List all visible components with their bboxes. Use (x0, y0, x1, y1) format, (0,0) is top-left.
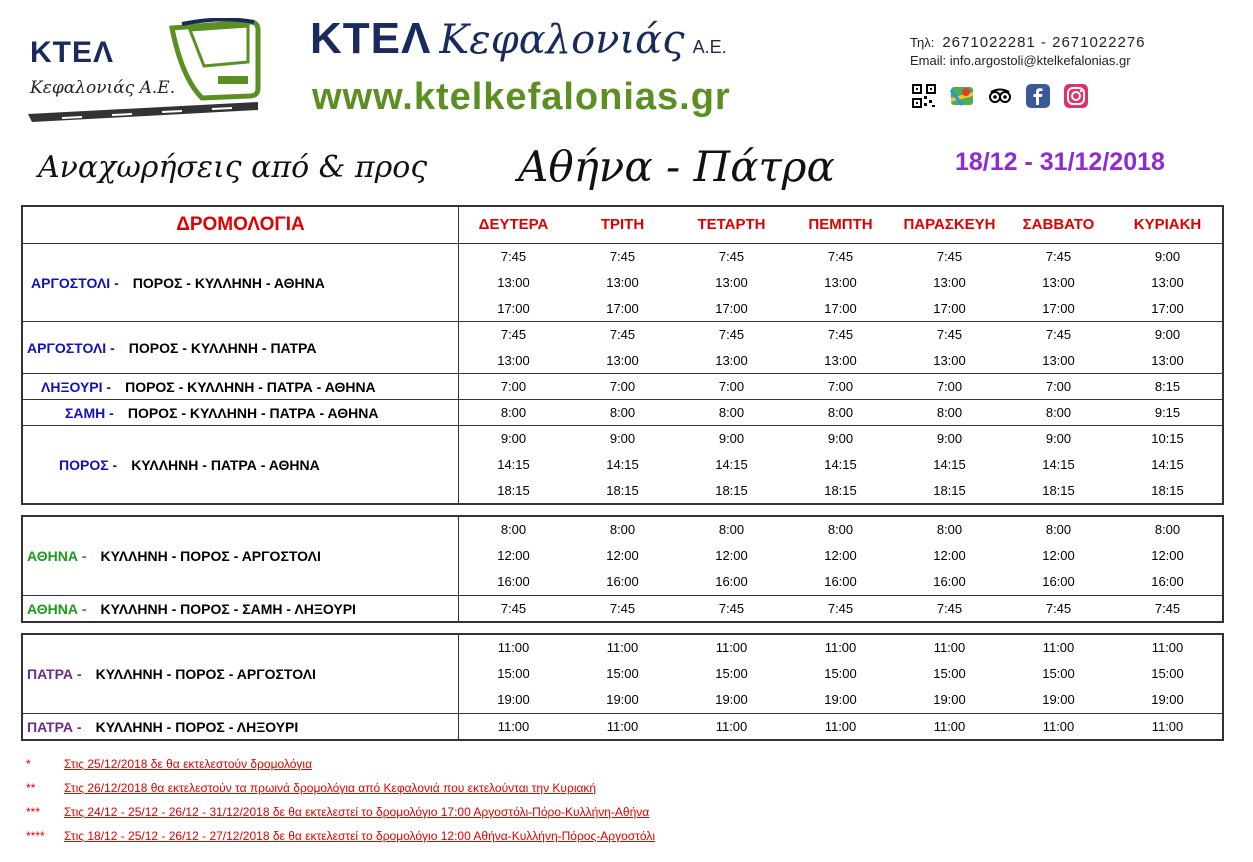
departure-time: 14:15 (1042, 457, 1075, 472)
route-stops: ΠΟΡΟΣ - ΚΥΛΛΗΝΗ - ΠΑΤΡΑ - ΑΘΗΝΑ (125, 378, 376, 395)
departure-time: 13:00 (824, 275, 857, 290)
departure-time: 11:00 (824, 719, 857, 734)
day-column (1113, 714, 1222, 739)
day-headers (459, 207, 1222, 243)
day-column (786, 714, 895, 739)
departure-time: 8:00 (936, 405, 963, 420)
footnote (26, 824, 655, 848)
departure-time: 9:00 (1154, 327, 1181, 342)
footnote (26, 776, 655, 800)
day-column (568, 322, 677, 373)
day-column (1004, 635, 1113, 713)
departure-time: 17:00 (715, 301, 748, 316)
departure-time: 13:00 (606, 353, 639, 368)
footnote-marker: * (26, 757, 31, 771)
departure-time: 16:00 (824, 574, 857, 589)
departure-time: 15:00 (606, 666, 639, 681)
departure-time: 19:00 (497, 692, 530, 707)
route-stops: ΚΥΛΛΗΝΗ - ΠΑΤΡΑ - ΑΘΗΝΑ (131, 456, 320, 473)
day-column (677, 244, 786, 321)
day-column (677, 517, 786, 595)
departure-time: 8:00 (609, 522, 636, 537)
schedule-table-from-athens (21, 515, 1224, 623)
departure-time: 17:00 (824, 301, 857, 316)
page-title (310, 14, 727, 64)
day-column (1113, 596, 1222, 621)
departure-time: 7:45 (1045, 249, 1072, 264)
contact-info (910, 34, 1146, 70)
day-column (459, 596, 568, 621)
day-column (895, 517, 1004, 595)
table-row (23, 635, 1222, 713)
day-column (568, 426, 677, 503)
footnote-marker: ** (26, 781, 36, 795)
departure-time: 18:15 (715, 483, 748, 498)
departure-time: 7:00 (500, 379, 527, 394)
logo-brand-text: ΚΤΕΛ (30, 36, 115, 69)
departure-time: 17:00 (497, 301, 530, 316)
day-column (459, 635, 568, 713)
validity-dates: 18/12 - 31/12/2018 (955, 148, 1165, 176)
departure-time: 8:15 (1154, 379, 1181, 394)
departure-time: 16:00 (933, 574, 966, 589)
departure-time: 11:00 (933, 719, 966, 734)
departure-time: 8:00 (718, 405, 745, 420)
logo-company-name: Κεφαλονιάς Α.Ε. (30, 78, 176, 98)
day-column (786, 244, 895, 321)
departure-time: 8:00 (500, 405, 527, 420)
departure-time: 12:00 (933, 548, 966, 563)
day-column (677, 322, 786, 373)
day-column (568, 517, 677, 595)
departure-time: 13:00 (1151, 353, 1184, 368)
facebook-icon[interactable] (1026, 84, 1050, 108)
departure-time: 11:00 (497, 719, 530, 734)
route-name (23, 714, 459, 739)
departure-time: 19:00 (715, 692, 748, 707)
departure-time: 7:00 (827, 379, 854, 394)
day-column (459, 322, 568, 373)
day-column (568, 635, 677, 713)
day-column (1004, 714, 1113, 739)
route-stops: ΚΥΛΛΗΝΗ - ΠΟΡΟΣ - ΑΡΓΟΣΤΟΛΙ (100, 548, 321, 564)
day-header: ΣΑΒΒΑΤΟ (1022, 216, 1095, 233)
route-origin: ΑΘΗΝΑ - (27, 548, 87, 564)
departure-time: 15:00 (715, 666, 748, 681)
departure-time: 9:00 (936, 431, 963, 446)
departure-time: 7:45 (827, 327, 854, 342)
day-column (895, 596, 1004, 621)
departure-time: 15:00 (933, 666, 966, 681)
departure-time: 13:00 (1042, 353, 1075, 368)
departure-time: 11:00 (933, 640, 966, 655)
route-origin: ΑΡΓΟΣΤΟΛΙ - (31, 274, 119, 291)
route-name (23, 426, 459, 503)
departure-time: 19:00 (606, 692, 639, 707)
route-stops: ΠΟΡΟΣ - ΚΥΛΛΗΝΗ - ΠΑΤΡΑ (128, 339, 317, 356)
departure-time: 13:00 (1151, 275, 1184, 290)
day-column (1004, 517, 1113, 595)
day-column (786, 400, 895, 425)
departure-time: 11:00 (497, 640, 530, 655)
departure-time: 17:00 (933, 301, 966, 316)
qr-code-icon[interactable] (912, 84, 936, 108)
departure-time: 12:00 (1042, 548, 1075, 563)
footnote (26, 800, 655, 824)
departure-time: 7:45 (500, 327, 527, 342)
departure-time: 7:45 (718, 601, 745, 616)
departure-time: 11:00 (1151, 719, 1184, 734)
departure-time: 8:00 (827, 405, 854, 420)
departure-time: 13:00 (715, 275, 748, 290)
table-row (23, 243, 1222, 321)
day-column (786, 374, 895, 399)
day-column (895, 635, 1004, 713)
day-header: ΠΑΡΑΣΚΕΥΗ (903, 216, 996, 233)
departure-time: 14:15 (933, 457, 966, 472)
day-column (459, 517, 568, 595)
departure-time: 7:45 (936, 249, 963, 264)
footnote-marker: **** (26, 829, 45, 843)
departure-time: 11:00 (715, 640, 748, 655)
departure-time: 13:00 (824, 353, 857, 368)
route-origin: ΛΗΞΟΥΡΙ - (41, 378, 112, 395)
departure-time: 7:00 (718, 379, 745, 394)
departure-time: 19:00 (933, 692, 966, 707)
departure-time: 17:00 (1042, 301, 1075, 316)
departure-time: 13:00 (715, 353, 748, 368)
day-column (459, 400, 568, 425)
departure-time: 12:00 (824, 548, 857, 563)
page-subtitle: Αναχωρήσεις από & προς (38, 150, 428, 185)
table-header-row (23, 207, 1222, 243)
departure-time: 15:00 (1151, 666, 1184, 681)
day-header: ΠΕΜΠΤΗ (808, 216, 873, 233)
route-stops: ΠΟΡΟΣ - ΚΥΛΛΗΝΗ - ΠΑΤΡΑ - ΑΘΗΝΑ (127, 404, 379, 421)
departure-time: 14:15 (1151, 457, 1184, 472)
departure-time: 8:00 (936, 522, 963, 537)
departure-time: 8:00 (718, 522, 745, 537)
day-column (1004, 374, 1113, 399)
departure-time: 13:00 (1042, 275, 1075, 290)
table-row (23, 321, 1222, 373)
title-brand: ΚΤΕΛ (310, 14, 432, 63)
departure-time: 16:00 (606, 574, 639, 589)
departure-time: 7:45 (1045, 327, 1072, 342)
departure-time: 12:00 (606, 548, 639, 563)
departure-time: 16:00 (1042, 574, 1075, 589)
day-column (895, 322, 1004, 373)
departure-time: 15:00 (1042, 666, 1075, 681)
departure-time: 11:00 (606, 640, 639, 655)
departure-time: 18:15 (497, 483, 530, 498)
schedule-table-from-patra (21, 633, 1224, 741)
day-column (1113, 400, 1222, 425)
route-name (23, 374, 459, 399)
route-stops: ΚΥΛΛΗΝΗ - ΠΟΡΟΣ - ΑΡΓΟΣΤΟΛΙ (95, 666, 316, 682)
day-column (459, 244, 568, 321)
departure-time: 7:00 (936, 379, 963, 394)
departure-time: 17:00 (606, 301, 639, 316)
tripadvisor-icon[interactable] (988, 84, 1012, 108)
schedule-table-from-kefalonia (21, 205, 1224, 505)
departure-time: 7:45 (1045, 601, 1072, 616)
route-name (23, 244, 459, 321)
table-row (23, 713, 1222, 739)
route-origin: ΠΑΤΡΑ - (27, 666, 82, 682)
departure-time: 9:00 (1154, 249, 1181, 264)
departure-time: 7:45 (936, 327, 963, 342)
departure-time: 7:45 (827, 249, 854, 264)
title-suffix: Α.Ε. (692, 37, 727, 57)
title-company-name: Κεφαλονιάς (439, 17, 685, 63)
departure-time: 17:00 (1151, 301, 1184, 316)
departure-time: 11:00 (715, 719, 748, 734)
table-row (23, 425, 1222, 503)
day-column (1113, 635, 1222, 713)
departure-time: 13:00 (497, 353, 530, 368)
departure-time: 16:00 (715, 574, 748, 589)
email-line: Email: info.argostoli@ktelkefalonias.gr (910, 53, 1131, 68)
route-title: Αθήνα - Πάτρα (518, 142, 835, 191)
departure-time: 15:00 (497, 666, 530, 681)
day-column (786, 426, 895, 503)
departure-time: 18:15 (1042, 483, 1075, 498)
day-column (677, 426, 786, 503)
day-column (1113, 244, 1222, 321)
day-column (1004, 596, 1113, 621)
departure-time: 8:00 (1045, 405, 1072, 420)
day-column (677, 374, 786, 399)
departure-time: 10:15 (1151, 431, 1184, 446)
departure-time: 14:15 (824, 457, 857, 472)
table-row (23, 517, 1222, 595)
departure-time: 19:00 (1042, 692, 1075, 707)
social-icons (912, 84, 1088, 108)
departure-time: 8:00 (1045, 522, 1072, 537)
day-column (1004, 400, 1113, 425)
day-column (1113, 426, 1222, 503)
departure-time: 7:45 (609, 327, 636, 342)
website-link[interactable]: www.ktelkefalonias.gr (312, 76, 731, 118)
departure-time: 7:45 (936, 601, 963, 616)
departure-time: 9:00 (718, 431, 745, 446)
phone-numbers: 2671022281 - 2671022276 (942, 34, 1146, 51)
route-name (23, 400, 459, 425)
departure-time: 15:00 (824, 666, 857, 681)
day-header: ΚΥΡΙΑΚΗ (1133, 216, 1202, 233)
day-column (568, 244, 677, 321)
route-name (23, 635, 459, 713)
table-row (23, 373, 1222, 399)
route-name (23, 517, 459, 595)
day-column (786, 322, 895, 373)
day-column (895, 374, 1004, 399)
departure-time: 8:00 (609, 405, 636, 420)
departure-time: 9:00 (1045, 431, 1072, 446)
table-row (23, 595, 1222, 621)
departure-time: 16:00 (1151, 574, 1184, 589)
departure-time: 19:00 (1151, 692, 1184, 707)
departure-time: 7:45 (718, 249, 745, 264)
day-column (568, 596, 677, 621)
company-logo (22, 18, 262, 126)
day-column (677, 635, 786, 713)
departure-time: 7:00 (1045, 379, 1072, 394)
departure-time: 7:45 (609, 249, 636, 264)
day-column (568, 374, 677, 399)
day-column (895, 714, 1004, 739)
instagram-icon[interactable] (1064, 84, 1088, 108)
table-row (23, 399, 1222, 425)
day-column (786, 635, 895, 713)
day-column (677, 400, 786, 425)
departure-time: 16:00 (497, 574, 530, 589)
route-name (23, 596, 459, 621)
route-stops: ΚΥΛΛΗΝΗ - ΠΟΡΟΣ - ΛΗΞΟΥΡΙ (95, 718, 299, 735)
departure-time: 7:45 (609, 601, 636, 616)
departure-time: 7:45 (500, 601, 527, 616)
day-column (677, 714, 786, 739)
footnote-marker: *** (26, 805, 41, 819)
map-icon[interactable] (950, 84, 974, 108)
day-column (459, 714, 568, 739)
departure-time: 9:00 (609, 431, 636, 446)
departure-time: 7:45 (500, 249, 527, 264)
departure-time: 14:15 (715, 457, 748, 472)
day-column (677, 596, 786, 621)
footnote (26, 752, 655, 776)
day-column (568, 714, 677, 739)
day-column (1113, 374, 1222, 399)
day-column (1004, 322, 1113, 373)
departure-time: 13:00 (497, 275, 530, 290)
departure-time: 12:00 (715, 548, 748, 563)
departure-time: 9:00 (500, 431, 527, 446)
departure-time: 8:00 (827, 522, 854, 537)
footnote-text: Στις 26/12/2018 θα εκτελεστούν τα πρωινά δρομολόγια από Κεφαλονιά που εκτελούνται την Κυριακή (64, 781, 597, 795)
route-stops: ΠΟΡΟΣ - ΚΥΛΛΗΝΗ - ΑΘΗΝΑ (132, 274, 325, 291)
departure-time: 18:15 (824, 483, 857, 498)
departure-time: 18:15 (1151, 483, 1184, 498)
day-column (1004, 244, 1113, 321)
departure-time: 11:00 (1042, 640, 1075, 655)
day-column (895, 244, 1004, 321)
route-origin: ΠΑΤΡΑ - (27, 718, 82, 735)
departure-time: 11:00 (606, 719, 639, 734)
day-column (786, 596, 895, 621)
departure-time: 13:00 (933, 275, 966, 290)
departure-time: 8:00 (1154, 522, 1181, 537)
day-column (1113, 322, 1222, 373)
departure-time: 14:15 (606, 457, 639, 472)
route-origin: ΣΑΜΗ - (65, 404, 114, 421)
departure-time: 7:45 (718, 327, 745, 342)
footnotes (26, 752, 655, 848)
day-column (895, 426, 1004, 503)
route-stops: ΚΥΛΛΗΝΗ - ΠΟΡΟΣ - ΣΑΜΗ - ΛΗΞΟΥΡΙ (100, 600, 356, 617)
day-header: ΔΕΥΤΕΡΑ (478, 216, 549, 233)
day-column (459, 374, 568, 399)
day-header: ΤΡΙΤΗ (600, 216, 645, 233)
day-header: ΤΕΤΑΡΤΗ (697, 216, 766, 233)
departure-time: 8:00 (500, 522, 527, 537)
departure-time: 12:00 (497, 548, 530, 563)
departure-time: 9:15 (1154, 405, 1181, 420)
departure-time: 7:45 (827, 601, 854, 616)
phone-label: Τηλ: (910, 35, 935, 50)
day-column (786, 517, 895, 595)
route-name (23, 322, 459, 373)
footnote-text: Στις 24/12 - 25/12 - 26/12 - 31/12/2018 δε θα εκτελεστεί το δρομολόγιο 17:00 Αργοστόλι-Πόρο-Κυλλήνη-Αθήνα (64, 805, 650, 819)
routes-header: ΔΡΟΜΟΛΟΓΙΑ (23, 207, 459, 243)
departure-time: 19:00 (824, 692, 857, 707)
departure-time: 9:00 (827, 431, 854, 446)
footnote-text: Στις 18/12 - 25/12 - 26/12 - 27/12/2018 δε θα εκτελεστεί το δρομολόγιο 12:00 Αθήνα-Κυλλήνη-Πόρος-Αργοστόλι (64, 829, 655, 843)
route-origin: ΠΟΡΟΣ - (59, 456, 118, 473)
departure-time: 18:15 (606, 483, 639, 498)
route-origin: ΑΡΓΟΣΤΟΛΙ - (27, 339, 115, 356)
route-origin: ΑΘΗΝΑ - (27, 600, 87, 617)
day-column (895, 400, 1004, 425)
day-column (459, 426, 568, 503)
departure-time: 13:00 (606, 275, 639, 290)
departure-time: 18:15 (933, 483, 966, 498)
departure-time: 11:00 (1151, 640, 1184, 655)
day-column (1113, 517, 1222, 595)
day-column (568, 400, 677, 425)
departure-time: 11:00 (1042, 719, 1075, 734)
departure-time: 11:00 (824, 640, 857, 655)
day-column (1004, 426, 1113, 503)
departure-time: 7:00 (609, 379, 636, 394)
bus-logo-icon (22, 18, 262, 126)
departure-time: 12:00 (1151, 548, 1184, 563)
departure-time: 14:15 (497, 457, 530, 472)
departure-time: 7:45 (1154, 601, 1181, 616)
departure-time: 13:00 (933, 353, 966, 368)
footnote-text: Στις 25/12/2018 δε θα εκτελεστούν δρομολόγια (64, 757, 313, 771)
